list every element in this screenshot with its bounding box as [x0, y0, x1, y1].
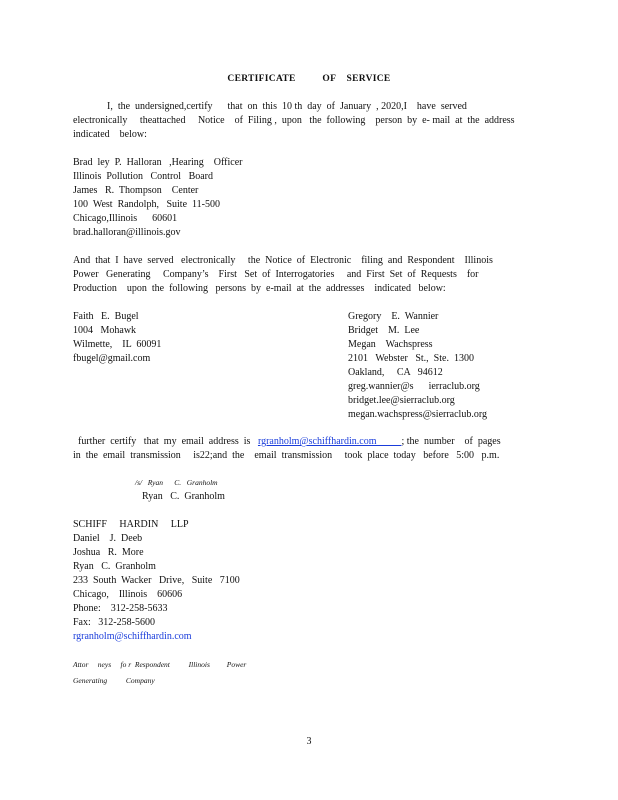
- paragraph-line: And that I have served electronically the Notice of Electronic filing and Respondent Illinois: [73, 255, 493, 266]
- paragraph-line: Production upon the following persons by e-mail at the addresses indicated below:: [73, 283, 446, 294]
- address-line: Illinois Pollution Control Board: [73, 171, 214, 182]
- attorneys-for-line: Attor neys fo r Respondent Illinois Power: [73, 660, 247, 669]
- address-email: fbugel@gmail.com: [73, 353, 151, 364]
- address-line: Faith E. Bugel: [73, 311, 139, 322]
- address-email: bridget.lee@sierraclub.org: [348, 395, 455, 406]
- firm-address: Chicago, Illinois 60606: [73, 589, 183, 600]
- email-underline-pad: [377, 436, 402, 447]
- signature-line: /s/ Ryan C. Granholm: [135, 478, 218, 487]
- attorney-name: Ryan C. Granholm: [73, 561, 156, 572]
- address-line: James R. Thompson Center: [73, 185, 199, 196]
- recipients-right-column: [348, 310, 487, 422]
- signatory-name: Ryan C. Granholm: [142, 491, 225, 502]
- intro-line: electronically theattached Notice of Filing , upon the following person by e- mail at the address: [73, 115, 515, 126]
- address-line: Gregory E. Wannier: [348, 311, 439, 322]
- firm-address: 233 South Wacker Drive, Suite 7100: [73, 575, 240, 586]
- address-email: brad.halloran@illinois.gov: [73, 227, 181, 238]
- intro-line: indicated below:: [73, 129, 147, 140]
- second-paragraph: [73, 254, 493, 296]
- certification-line: [73, 435, 501, 449]
- address-line: 2101 Webster St., Ste. 1300: [348, 353, 474, 364]
- intro-paragraph: [73, 100, 515, 142]
- hearing-officer-address: [73, 156, 243, 240]
- firm-block: [73, 518, 240, 644]
- intro-line: I, the undersigned,certify that on this 10 th day of January , 2020,I have served: [107, 101, 467, 112]
- attorney-name: Joshua R. More: [73, 547, 144, 558]
- certification-paragraph: [73, 435, 501, 463]
- attorneys-for-line: Generating Company: [73, 676, 155, 685]
- certification-text: further certify that my email address is: [73, 436, 258, 447]
- address-line: Oakland, CA 94612: [348, 367, 443, 378]
- email-link[interactable]: [258, 436, 402, 447]
- page-title: CERTIFICATE OF SERVICE: [227, 74, 391, 84]
- address-line: Brad ley P. Halloran ,Hearing Officer: [73, 157, 243, 168]
- attorney-name: Daniel J. Deeb: [73, 533, 143, 544]
- firm-email-link[interactable]: rgranholm@schiffhardin.com: [73, 631, 192, 642]
- address-line: Chicago,Illinois 60601: [73, 213, 178, 224]
- address-line: Megan Wachspress: [348, 339, 433, 350]
- recipients-left-column: [73, 310, 161, 366]
- email-link-text: rgranholm@schiffhardin.com: [257, 436, 377, 447]
- certification-line: in the email transmission is22;and the email transmission took place today before 5:00 p.m.: [73, 450, 500, 461]
- address-line: Wilmette, IL 60091: [73, 339, 162, 350]
- paragraph-line: Power Generating Company’s First Set of Interrogatories and First Set of Requests for: [73, 269, 479, 280]
- address-email: megan.wachspress@sierraclub.org: [348, 409, 487, 420]
- attorneys-for: [73, 657, 246, 689]
- address-email: greg.wannier@s ierraclub.org: [348, 381, 480, 392]
- address-line: 100 West Randolph, Suite 11-500: [73, 199, 220, 210]
- address-line: 1004 Mohawk: [73, 325, 137, 336]
- firm-name: SCHIFF HARDIN LLP: [73, 519, 189, 530]
- certification-text: ; the number of pages: [401, 436, 501, 447]
- firm-phone: Phone: 312-258-5633: [73, 603, 168, 614]
- firm-fax: Fax: 312-258-5600: [73, 617, 155, 628]
- page-number: 3: [306, 736, 312, 747]
- address-line: Bridget M. Lee: [348, 325, 420, 336]
